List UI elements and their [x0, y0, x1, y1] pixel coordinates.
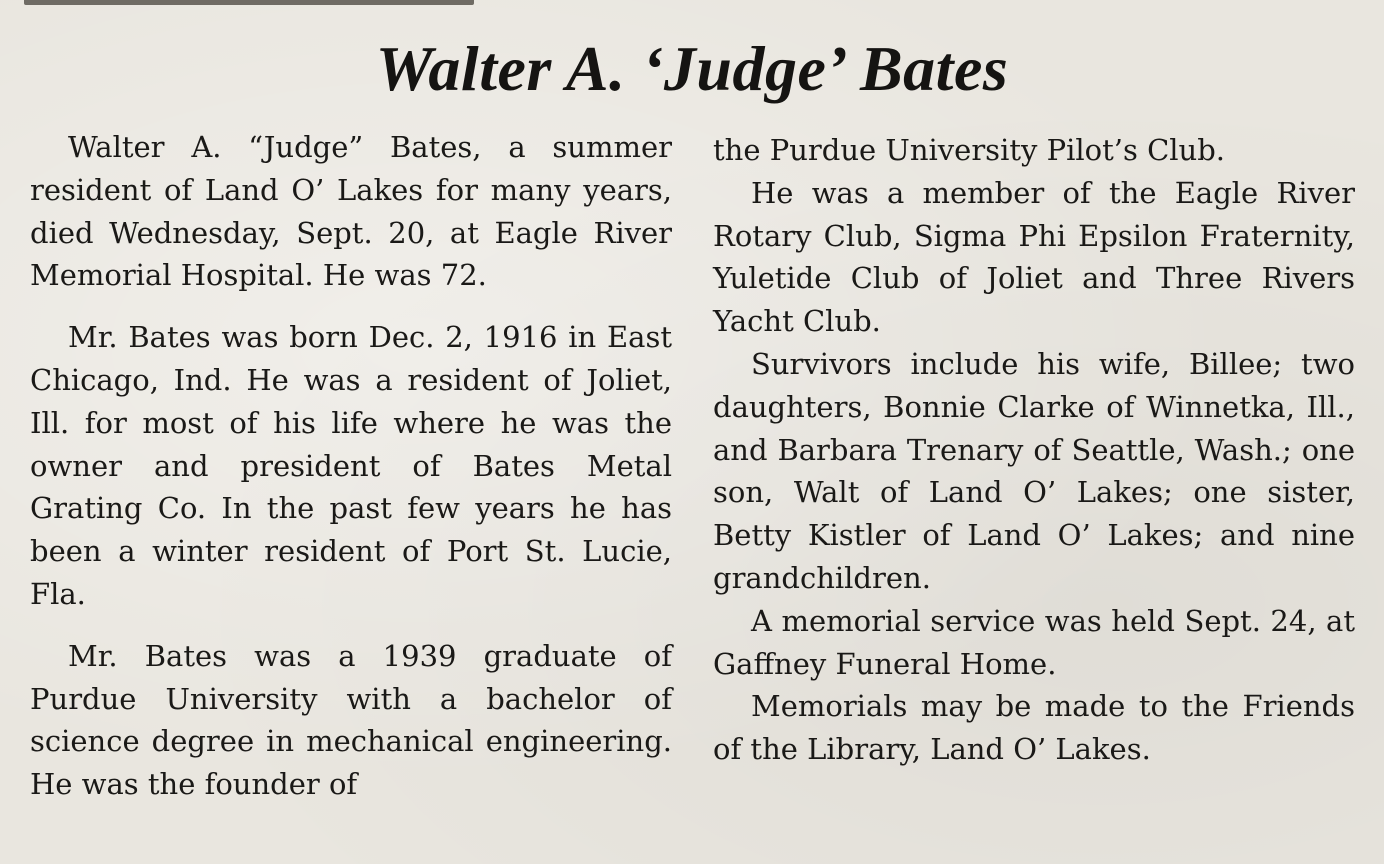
right-column — [713, 129, 1355, 771]
paragraph-biography: Mr. Bates was born Dec. 2, 1916 in East Chicago, Ind. He was a resident of Joliet, Ill. for most of his life where he was the owner and president of Bates Metal Grating Co. In the past few years he has been a winter resident of Port St. Lucie, Fla. — [30, 320, 672, 611]
paragraph-education: Mr. Bates was a 1939 graduate of Purdue University with a bachelor of science degree in mechanical engineering. He was the founder of — [30, 638, 672, 802]
paragraph-education-continued: the Purdue University Pilot’s Club. — [713, 133, 1226, 167]
paragraph-memorials: Memorials may be made to the Friends of the Library, Land O’ Lakes. — [713, 689, 1355, 767]
paragraph-memberships: He was a member of the Eagle River Rotary Club, Sigma Phi Epsilon Fraternity, Yuletide Club of Joliet and Three Rivers Yacht Club. — [713, 175, 1355, 339]
top-rule — [24, 0, 474, 5]
paragraph-memorial-service: A memorial service was held Sept. 24, at Gaffney Funeral Home. — [713, 603, 1355, 681]
headline: Walter A. ‘Judge’ Bates — [375, 33, 1009, 104]
left-column — [30, 126, 672, 825]
paragraph-survivors: Survivors include his wife, Billee; two daughters, Bonnie Clarke of Winnetka, Ill., and Barbara Trenary of Seattle, Wash.; one son, Walt of Land O’ Lakes; one sister, Betty Kistler of Land O’ Lakes; and nine grandchildren. — [713, 346, 1355, 595]
paragraph-death-notice: Walter A. “Judge” Bates, a summer resident of Land O’ Lakes for many years, died Wednesday, Sept. 20, at Eagle River Memorial Hospital. He was 72. — [30, 130, 672, 293]
